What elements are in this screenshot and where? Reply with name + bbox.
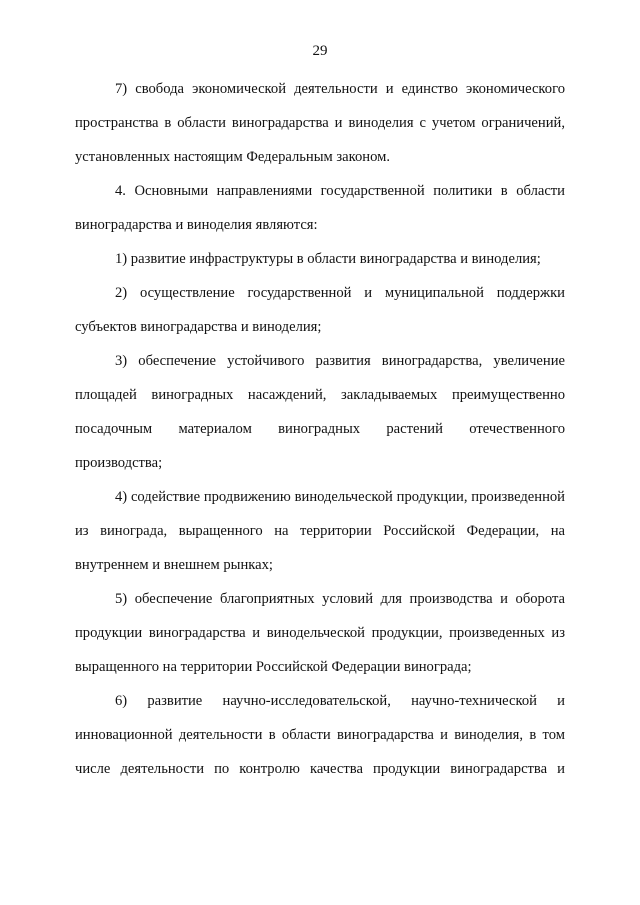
page-number: 29	[312, 43, 328, 59]
paragraph-item-2-support: 2) осуществление государственной и муниципальной поддержки субъектов виноградарства и виноделия;	[75, 285, 565, 335]
paragraph-item-4-promotion: 4) содействие продвижению винодельческой продукции, произведенной из винограда, выращенного на территории Российской Федерации, на внутреннем и внешнем рынках;	[75, 489, 565, 573]
document-body	[75, 72, 565, 786]
paragraph-item-5-favorable-conditions: 5) обеспечение благоприятных условий для производства и оборота продукции виноградарства и винодельческой продукции, произведенных из выращенного на территории Российской Федерации винограда;	[75, 591, 565, 675]
paragraph-item-7-freedom: 7) свобода экономической деятельности и единство экономического пространства в области виноградарства и виноделия с учетом ограничений, установленных настоящим Федеральным законом.	[75, 81, 565, 165]
paragraph-section-4-heading: 4. Основными направлениями государственной политики в области виноградарства и виноделия являются:	[75, 183, 565, 233]
paragraph-item-3-sustainable-development: 3) обеспечение устойчивого развития виноградарства, увеличение площадей виноградных насаждений, закладываемых преимущественно посадочным материалом виноградных растений отечественного производства;	[75, 353, 565, 471]
paragraph-item-1-infrastructure: 1) развитие инфраструктуры в области виноградарства и виноделия;	[115, 251, 541, 267]
paragraph-item-6-research: 6) развитие научно-исследовательской, научно-технической и инновационной деятельности в области виноградарства и виноделия, в том числе деятельности по контролю качества продукции виноградарства и	[75, 693, 565, 777]
